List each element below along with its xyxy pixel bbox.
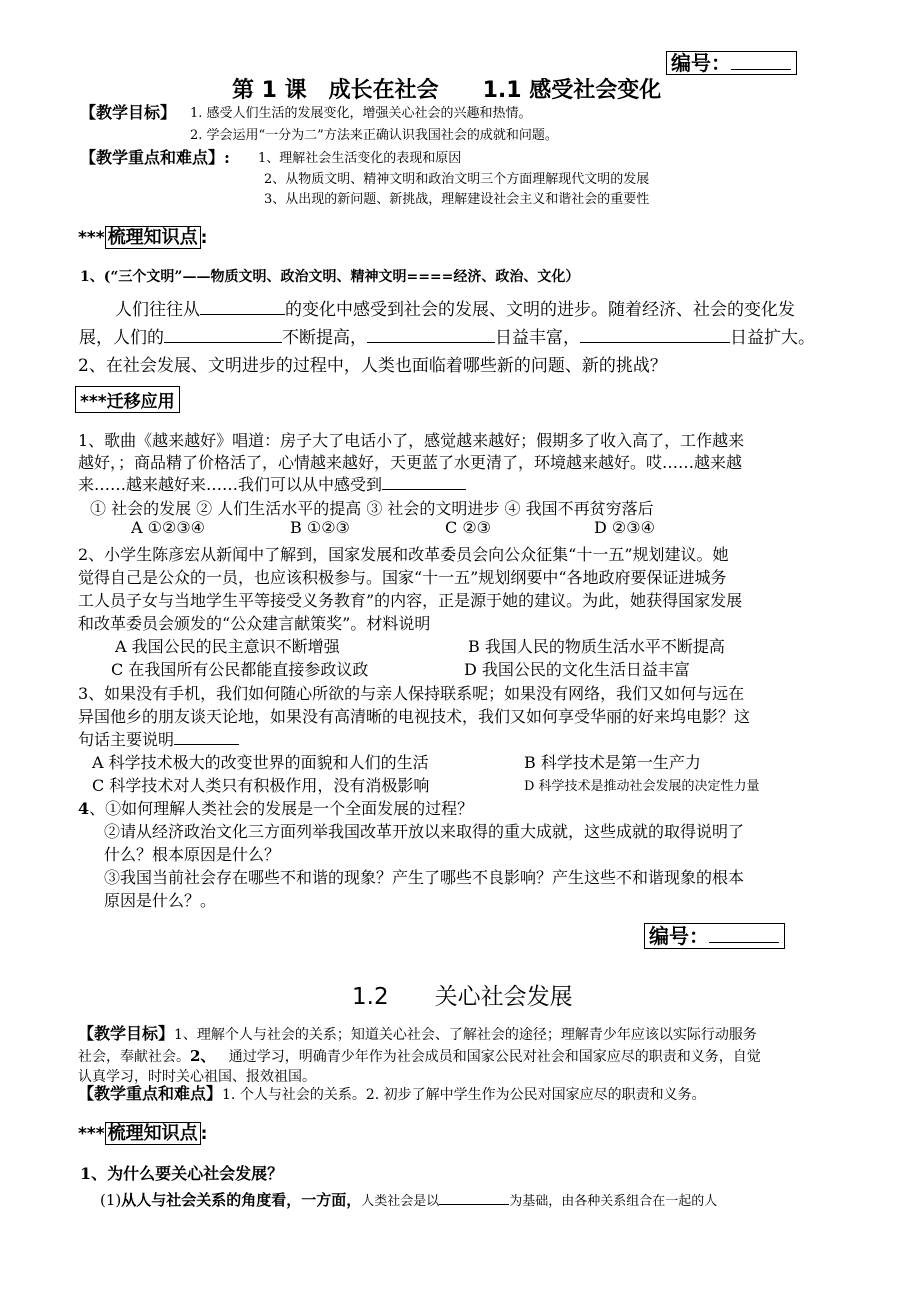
fill-blank — [164, 342, 282, 343]
goal-item: 1、理解个人与社会的关系；知道关心社会、了解社会的途径；理解青少年应该以实际行动服务 — [174, 1027, 757, 1043]
text-segment: 展，人们的 — [79, 328, 164, 348]
section-suffix: : — [200, 1124, 208, 1144]
serial-blank — [731, 69, 791, 70]
question-4-line: 什么？根本原因是什么？ — [104, 845, 281, 864]
goal-item: 1. 感受人们生活的发展变化，增强关心社会的兴趣和热情。 — [190, 106, 532, 121]
serial-blank — [709, 942, 779, 943]
serial-label: 编号： — [671, 51, 731, 75]
section-prefix: *** — [78, 1124, 105, 1144]
question-3-line — [78, 727, 239, 750]
question-4-line — [78, 796, 473, 819]
section-prefix: *** — [78, 228, 105, 248]
option-a: A ①②③④ — [131, 518, 206, 537]
knowledge-2: 2、在社会发展、文明进步的过程中，人类也面临着哪些新的问题、新的挑战？ — [78, 356, 667, 376]
question-2-line: 和改革委员会颁发的“公众建言献策奖”。材料说明 — [78, 614, 431, 633]
option-a: A 我国公民的民主意识不断增强 — [115, 637, 340, 656]
question-2-line: 2、小学生陈彦宏从新闻中了解到，国家发展和改革委员会向公众征集“十一五”规划建议。她 — [78, 545, 729, 564]
goals-label: 【教学目标】 — [80, 103, 177, 122]
application-heading: ***迁移应用 — [75, 386, 180, 413]
question-4-number: 4 — [78, 799, 90, 818]
knowledge-1-title: 1、为什么要关心社会发展？ — [80, 1164, 284, 1183]
knowledge-1-line1 — [115, 295, 795, 320]
section-label: 梳理知识点 — [105, 1122, 201, 1145]
text-segment: 人类社会是以 — [361, 1194, 440, 1209]
question-2-line: 工人员子女与当地学生平等接受义务教育”的内容，正是源于她的建议。为此，她获得国家发展 — [78, 591, 743, 610]
text-segment: 的变化中感受到社会的发展、文明的进步。随着经济、社会的变化发 — [285, 300, 795, 320]
text-segment-bold: 从人与社会关系的角度看，一方面， — [121, 1191, 362, 1209]
goal-item: 通过学习，明确青少年作为社会成员和国家公民对社会和国家应尽的职责和义务，自觉 — [215, 1049, 761, 1065]
serial-number-box — [644, 923, 785, 949]
section-heading — [78, 1119, 207, 1145]
key-points-text: 1. 个人与社会的关系。2. 初步了解中学生作为公民对国家应尽的职责和义务。 — [222, 1087, 706, 1103]
key-point-item: 2、从物质文明、精神文明和政治文明三个方面理解现代文明的发展 — [264, 172, 650, 187]
answer-blank — [174, 744, 239, 745]
key-points-label: 【教学重点和难点】 — [78, 1084, 223, 1103]
goals-line: 认真学习，时时关心祖国、报效祖国。 — [78, 1069, 316, 1085]
option-b: B 我国人民的物质生活水平不断提高 — [468, 637, 725, 656]
knowledge-1-title: 1、(“三个文明”——物质文明、政治文明、精神文明====经济、政治、文化） — [80, 269, 580, 285]
option-c: C ②③ — [445, 518, 492, 537]
text-segment: 不断提高， — [282, 328, 367, 348]
serial-label: 编号： — [649, 924, 709, 948]
question-4-line: 原因是什么？。 — [104, 891, 217, 910]
option-c: C 科学技术对人类只有积极作用，没有消极影响 — [92, 776, 430, 795]
text-segment: 句话主要说明 — [78, 730, 175, 749]
fill-blank — [200, 314, 285, 315]
question-1-line: 1、歌曲《越来越好》唱道：房子大了电话小了，感觉越来越好；假期多了收入高了，工作越来 — [78, 431, 745, 450]
lesson-title: 1.2 关心社会发展 — [352, 984, 573, 1010]
goals-label: 【教学目标】 — [78, 1024, 175, 1043]
key-points-line — [78, 1081, 706, 1104]
option-d: D 我国公民的文化生活日益丰富 — [464, 660, 690, 679]
key-point-item: 1、理解社会生活变化的表现和原因 — [258, 151, 462, 166]
goal-item: 社会，奉献社会。 — [78, 1049, 190, 1065]
text-segment: 日益扩大。 — [730, 328, 815, 348]
key-point-item: 3、从出现的新问题、新挑战，理解建设社会主义和谐社会的重要性 — [264, 192, 650, 207]
question-1-line — [78, 472, 466, 495]
goal-item: 2. 学会运用“一分为二”方法来正确认识我国社会的成就和问题。 — [190, 128, 558, 143]
fill-blank — [439, 1204, 509, 1205]
question-1-line: 越好，；商品精了价格活了，心情越来越好，天更蓝了水更清了，环境越来越好。哎……越来越 — [78, 453, 743, 472]
option-c: C 在我国所有公民都能直接参政议政 — [111, 660, 369, 679]
text-segment: 、①如何理解人类社会的发展是一个全面发展的过程？ — [89, 799, 474, 818]
text-segment: 人们往往从 — [115, 300, 200, 320]
question-3-line: 异国他乡的朋友谈天论地，如果没有高清晰的电视技术，我们又如何享受华丽的好来坞电影？这 — [78, 707, 751, 726]
option-d: D 科学技术是推动社会发展的决定性力量 — [524, 779, 760, 794]
question-4-line: ③我国当前社会存在哪些不和谐的现象？产生了哪些不良影响？产生这些不和谐现象的根本 — [104, 868, 745, 887]
option-b: B 科学技术是第一生产力 — [524, 753, 701, 772]
text-segment: 为基础，由各种关系组合在一起的人 — [509, 1194, 718, 1209]
section-label: 梳理知识点 — [105, 226, 201, 249]
question-2-line: 觉得自己是公众的一员，也应该积极参与。国家“十一五”规划纲要中“各地政府要保证进城务 — [78, 568, 727, 587]
option-b: B ①②③ — [290, 518, 350, 537]
question-3-line: 3、如果没有手机，我们如何随心所欲的与亲人保持联系呢；如果没有网络，我们又如何与远在 — [78, 684, 745, 703]
question-4-line: ②请从经济政治文化三方面列举我国改革开放以来取得的重大成就，这些成就的取得说明了 — [104, 822, 745, 841]
goal-number: 2、 — [190, 1047, 216, 1065]
section-heading — [78, 223, 207, 249]
key-points-label: 【教学重点和难点】: — [80, 148, 230, 167]
knowledge-1-line2 — [79, 323, 815, 348]
serial-number-box — [666, 51, 797, 75]
lesson-title: 第 1 课 成长在社会 1.1 感受社会变化 — [232, 78, 662, 103]
text-segment: 来……越来越好来……我们可以从中感受到 — [78, 475, 383, 494]
goals-line — [78, 1021, 757, 1044]
answer-blank — [382, 489, 466, 490]
option-a: A 科学技术极大的改变世界的面貌和人们的生活 — [92, 753, 429, 772]
section-suffix: : — [200, 228, 208, 248]
text-segment: (1) — [100, 1191, 122, 1209]
text-segment: 日益丰富， — [495, 328, 580, 348]
fill-blank — [367, 342, 495, 343]
option-d: D ②③④ — [594, 518, 655, 537]
fill-blank — [580, 342, 730, 343]
goals-line — [78, 1045, 761, 1066]
knowledge-1-line — [100, 1189, 717, 1210]
question-1-items: ① 社会的发展 ② 人们生活水平的提高 ③ 社会的文明进步 ④ 我国不再贫穷落后 — [90, 499, 654, 518]
